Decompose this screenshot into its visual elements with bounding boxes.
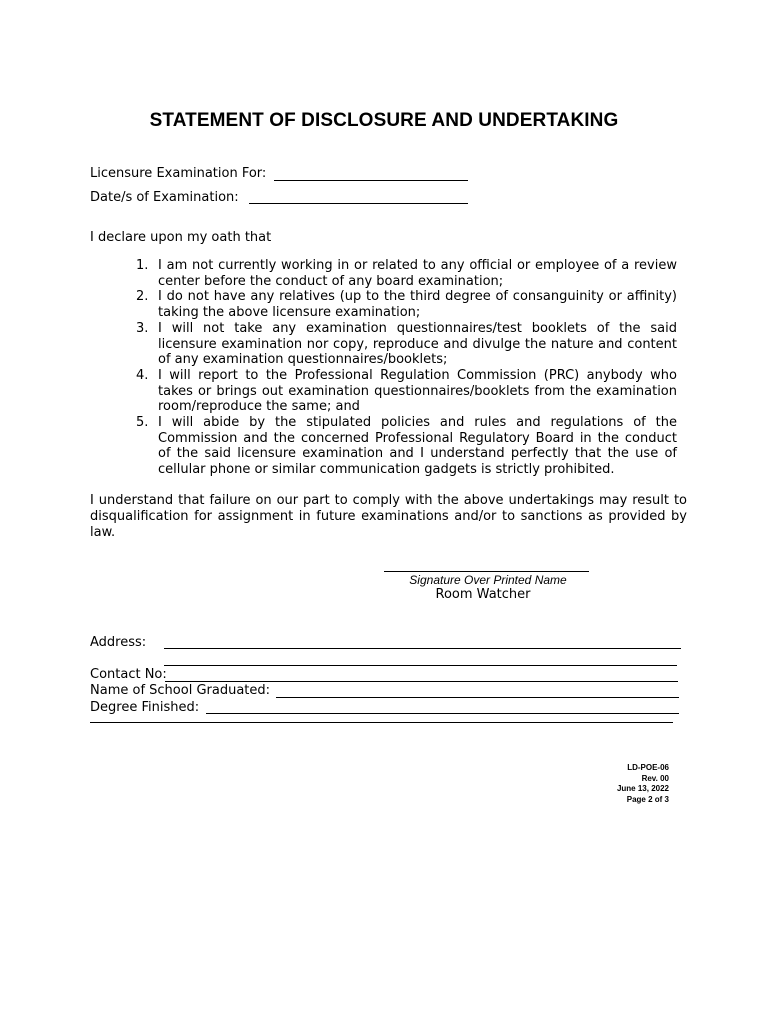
document-footer: [560, 763, 669, 805]
degree-field: [90, 700, 199, 715]
signature-role: Room Watcher: [435, 587, 531, 602]
school-label: Name of School Graduated:: [90, 683, 271, 698]
oath-item: [136, 320, 677, 368]
oath-item-text: I will not take any examination questionnaires/test booklets of the said licensure examination nor copy, reproduce and divulge the nature and content of any examination questionnaires/booklets;: [158, 320, 677, 368]
oath-item: [136, 258, 677, 289]
degree-blank: [206, 713, 679, 714]
oath-intro: I declare upon my oath that: [90, 230, 272, 245]
address-blank-line-2: [164, 665, 677, 666]
oath-list: [136, 258, 677, 478]
degree-blank-extra-line: [90, 722, 673, 723]
document-revision: Rev. 00: [641, 773, 669, 783]
licensure-exam-field: [90, 166, 266, 181]
address-label: Address:: [90, 635, 147, 650]
oath-item-text: I am not currently working in or related to any official or employee of a review center before the conduct of any board examination;: [158, 258, 677, 289]
school-blank: [276, 697, 679, 698]
signature-caption: Signature Over Printed Name: [409, 573, 567, 587]
exam-dates-field: [90, 190, 239, 205]
address-blank-line-1: [164, 648, 681, 649]
oath-item-number: 2.: [136, 289, 149, 305]
document-code: LD-POE-06: [627, 763, 669, 772]
oath-item-number: 3.: [136, 320, 149, 336]
document-date: June 13, 2022: [616, 784, 669, 793]
contact-label: Contact No:: [90, 667, 167, 682]
oath-item-number: 4.: [136, 367, 149, 383]
exam-dates-label: Date/s of Examination:: [90, 190, 239, 205]
oath-item: [136, 415, 677, 478]
oath-item-number: 5.: [136, 415, 149, 431]
oath-item-text: I do not have any relatives (up to the third degree of consanguinity or affinity) taking the above licensure examination;: [158, 289, 677, 321]
page-number: Page 2 of 3: [626, 794, 669, 804]
school-field: [90, 683, 270, 698]
understanding-paragraph: I understand that failure on our part to comply with the above undertakings may result to disqualification for assignment in future examinations and/or to sanctions as provided by law.: [90, 493, 687, 540]
licensure-exam-label: Licensure Examination For:: [90, 166, 267, 181]
oath-item: [136, 289, 677, 321]
contact-blank: [165, 681, 678, 682]
document-title: STATEMENT OF DISCLOSURE AND UNDERTAKING: [149, 110, 619, 131]
oath-item-text: I will report to the Professional Regulation Commission (PRC) anybody who takes or brings out examination questionnaires/booklets from the examination room/reproduce the same; and: [158, 367, 677, 415]
oath-item-number: 1.: [136, 258, 149, 273]
address-field: [90, 635, 146, 650]
signature-line: [384, 571, 589, 572]
degree-label: Degree Finished:: [90, 700, 200, 715]
licensure-exam-blank: [274, 180, 468, 181]
oath-item-text: I will abide by the stipulated policies and rules and regulations of the Commission and the concerned Professional Regulatory Board in the conduct of the said licensure examination and I understand perfectly that the use of cellular phone or similar communication gadgets is strictly prohibited.: [158, 415, 677, 478]
contact-field: [90, 667, 167, 682]
exam-dates-blank: [249, 203, 468, 204]
oath-item: [136, 367, 677, 415]
